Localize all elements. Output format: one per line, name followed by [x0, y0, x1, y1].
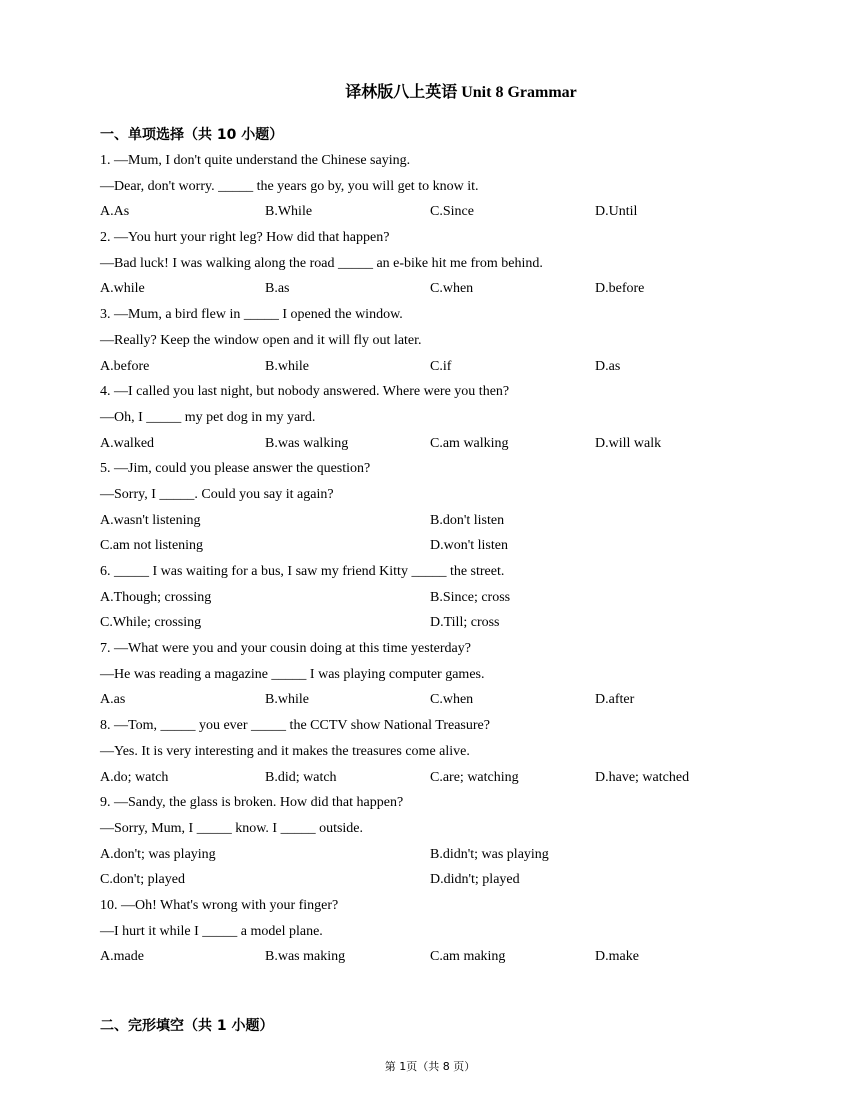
answer-option: C.am not listening — [100, 538, 204, 554]
answer-option: A.do; watch — [100, 769, 169, 785]
answer-option: B.while — [265, 692, 309, 708]
answer-option: D.after — [595, 692, 635, 708]
answer-option: C.are; watching — [430, 769, 519, 785]
answer-option: B.didn't; was playing — [430, 846, 549, 862]
question-item — [100, 562, 800, 639]
option-row — [100, 690, 800, 716]
question-item — [100, 716, 800, 793]
question-item — [100, 151, 800, 228]
question-item — [100, 305, 800, 382]
question-dialogue-line: —Sorry, Mum, I _____ know. I _____ outside. — [100, 820, 364, 836]
answer-option: B.While — [265, 204, 313, 220]
option-row — [100, 279, 800, 305]
answer-option: D.as — [595, 358, 621, 374]
question-stem: 9. —Sandy, the glass is broken. How did that happen? — [100, 795, 404, 811]
section-heading-multiple-choice: 一、单项选择（共 10 小题） — [100, 127, 284, 143]
question-dialogue-line: —He was reading a magazine _____ I was playing computer games. — [100, 666, 485, 682]
option-row — [100, 536, 800, 562]
question-dialogue-line: —Really? Keep the window open and it will fly out later. — [100, 332, 422, 348]
answer-option: C.when — [430, 281, 474, 297]
answer-option: B.did; watch — [265, 769, 337, 785]
question-item — [100, 459, 800, 562]
question-stem: 6. _____ I was waiting for a bus, I saw my friend Kitty _____ the street. — [100, 564, 505, 579]
answer-option: D.make — [595, 949, 639, 965]
question-stem: 2. —You hurt your right leg? How did that happen? — [100, 230, 390, 246]
question-stem: 5. —Jim, could you please answer the question? — [100, 461, 371, 477]
answer-option: D.Until — [595, 204, 638, 220]
question-stem: 1. —Mum, I don't quite understand the Chinese saying. — [100, 153, 411, 168]
answer-option: C.if — [430, 358, 452, 374]
answer-option: A.as — [100, 692, 126, 708]
option-row — [100, 870, 800, 896]
answer-option: D.before — [595, 281, 645, 297]
question-dialogue-line: —Sorry, I _____. Could you say it again? — [100, 486, 334, 502]
answer-option: A.Though; crossing — [100, 589, 212, 605]
answer-option: B.was making — [265, 949, 346, 965]
question-list — [100, 151, 800, 973]
answer-option: C.am walking — [430, 435, 509, 451]
answer-option: C.While; crossing — [100, 615, 202, 631]
question-item — [100, 896, 800, 973]
option-row — [100, 845, 800, 871]
answer-option: B.while — [265, 358, 309, 374]
option-row — [100, 434, 800, 460]
question-dialogue-line: —Dear, don't worry. _____ the years go by, you will get to know it. — [100, 178, 479, 194]
option-row — [100, 768, 800, 794]
answer-option: B.as — [265, 281, 290, 297]
answer-option: A.As — [100, 204, 130, 220]
answer-option: D.will walk — [595, 435, 662, 451]
answer-option: A.wasn't listening — [100, 512, 201, 528]
question-stem: 8. —Tom, _____ you ever _____ the CCTV show National Treasure? — [100, 718, 490, 734]
question-item — [100, 793, 800, 896]
answer-option: D.Till; cross — [430, 615, 500, 631]
question-item — [100, 382, 800, 459]
question-stem: 3. —Mum, a bird flew in _____ I opened the window. — [100, 307, 403, 323]
answer-option: D.have; watched — [595, 769, 690, 785]
answer-option: A.don't; was playing — [100, 846, 216, 862]
question-dialogue-line: —Yes. It is very interesting and it makes the treasures come alive. — [100, 743, 470, 759]
option-row — [100, 511, 800, 537]
answer-option: A.while — [100, 281, 145, 297]
question-dialogue-line: —I hurt it while I _____ a model plane. — [100, 923, 323, 939]
answer-option: C.am making — [430, 949, 506, 965]
answer-option: B.was walking — [265, 435, 349, 451]
question-dialogue-line: —Oh, I _____ my pet dog in my yard. — [100, 409, 316, 425]
question-item — [100, 639, 800, 716]
question-stem: 7. —What were you and your cousin doing at this time yesterday? — [100, 641, 471, 657]
answer-option: D.didn't; played — [430, 872, 520, 888]
answer-option: B.don't listen — [430, 512, 505, 528]
answer-option: C.don't; played — [100, 872, 185, 888]
question-stem: 10. —Oh! What's wrong with your finger? — [100, 897, 339, 913]
page-title: 译林版八上英语 Unit 8 Grammar — [345, 84, 577, 101]
answer-option: A.walked — [100, 435, 155, 451]
option-row — [100, 588, 800, 614]
answer-option: A.made — [100, 949, 144, 965]
answer-option: B.Since; cross — [430, 589, 511, 605]
question-dialogue-line: —Bad luck! I was walking along the road _____ an e-bike hit me from behind. — [100, 255, 543, 271]
answer-option: C.Since — [430, 204, 474, 220]
option-row — [100, 357, 800, 383]
answer-option: D.won't listen — [430, 538, 508, 554]
page-footer: 第 1页（共 8 页） — [384, 1060, 476, 1073]
option-row — [100, 613, 800, 639]
answer-option: A.before — [100, 358, 150, 374]
section-heading-cloze: 二、完形填空（共 1 小题） — [100, 1018, 274, 1034]
option-row — [100, 947, 800, 973]
question-item — [100, 228, 800, 305]
question-stem: 4. —I called you last night, but nobody answered. Where were you then? — [100, 384, 510, 400]
answer-option: C.when — [430, 692, 474, 708]
option-row — [100, 202, 800, 228]
